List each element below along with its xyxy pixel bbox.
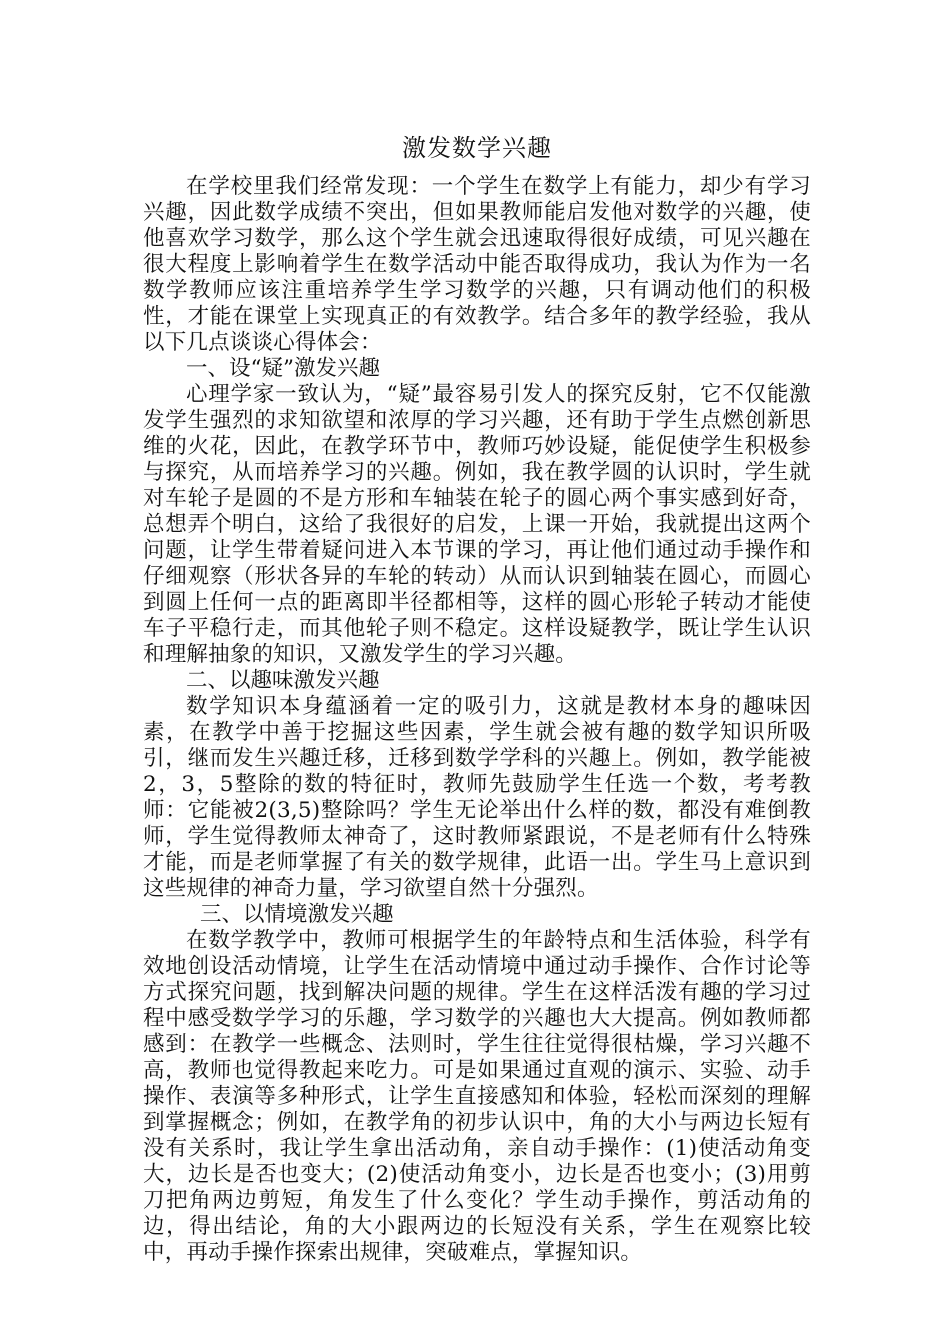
intro-paragraph: 在学校里我们经常发现：一个学生在数学上有能力，却少有学习兴趣，因此数学成绩不突出，但如果教师能启发他对数学的兴趣，使他喜欢学习数学，那么这个学生就会迅速取得很好成绩，可见兴趣在很大程度上影响着学生在数学活动中能否取得成功，我认为作为一名数学教师应该注重培养学生学习数学的兴趣，只有调动他们的积极性，才能在课堂上实现真正的有效教学。结合多年的教学经验，我从以下几点谈谈心得体会：	[143, 174, 811, 355]
section-1-body: 心理学家一致认为，“疑”最容易引发人的探究反射，它不仅能激发学生强烈的求知欲望和浓厚的学习兴趣，还有助于学生点燃创新思维的火花，因此，在教学环节中，教师巧妙设疑，能促使学生积极参与探究，从而培养学习的兴趣。例如，我在教学圆的认识时，学生就对车轮子是圆的不是方形和车轴装在轮子的圆心两个事实感到好奇，总想弄个明白，这给了我很好的启发，上课一开始，我就提出这两个问题，让学生带着疑问进入本节课的学习，再让他们通过动手操作和仔细观察（形状各异的车轮的转动）从而认识到轴装在圆心，而圆心到圆上任何一点的距离即半径都相等，这样的圆心形轮子转动才能使车子平稳行走，而其他轮子则不稳定。这样设疑教学，既让学生认识和理解抽象的知识，又激发学生的学习兴趣。	[143, 382, 811, 667]
section-3-body: 在数学教学中，教师可根据学生的年龄特点和生活体验，科学有效地创设活动情境，让学生在活动情境中通过动手操作、合作讨论等方式探究问题，找到解决问题的规律。学生在这样活泼有趣的学习过程中感受数学学习的乐趣，学习数学的兴趣也大大提高。例如教师都感到：在教学一些概念、法则时，学生往往觉得很枯燥，学习兴趣不高，教师也觉得教起来吃力。可是如果通过直观的演示、实验、动手操作、表演等多种形式，让学生直接感知和体验，轻松而深刻的理解到掌握概念；例如，在教学角的初步认识中，角的大小与两边长短有没有关系时，我让学生拿出活动角，亲自动手操作：(1)使活动角变大，边长是否也变大；(2)使活动角变小，边长是否也变小；(3)用剪刀把角两边剪短，角发生了什么变化？学生动手操作，剪活动角的边，得出结论，角的大小跟两边的长短没有关系，学生在观察比较中，再动手操作探索出规律，突破难点，掌握知识。	[143, 928, 811, 1265]
section-2-heading: 二、以趣味激发兴趣	[186, 668, 380, 693]
document-page	[143, 128, 811, 1266]
document-title: 激发数学兴趣	[402, 134, 552, 162]
section-1-heading: 一、设“疑”激发兴趣	[186, 356, 380, 381]
section-2-body: 数学知识本身蕴涵着一定的吸引力，这就是教材本身的趣味因素，在教学中善于挖掘这些因素，学生就会被有趣的数学知识所吸引，继而发生兴趣迁移，迁移到数学学科的兴趣上。例如，教学能被2，3，5整除的数的特征时，教师先鼓励学生任选一个数，考考教师：它能被2(3,5)整除吗？学生无论举出什么样的数，都没有难倒教师，学生觉得教师太神奇了，这时教师紧跟说，不是老师有什么特殊才能，而是老师掌握了有关的数学规律，此语一出。学生马上意识到这些规律的神奇力量，学习欲望自然十分强烈。	[143, 694, 811, 901]
section-3-heading: 三、以情境激发兴趣	[200, 902, 394, 927]
